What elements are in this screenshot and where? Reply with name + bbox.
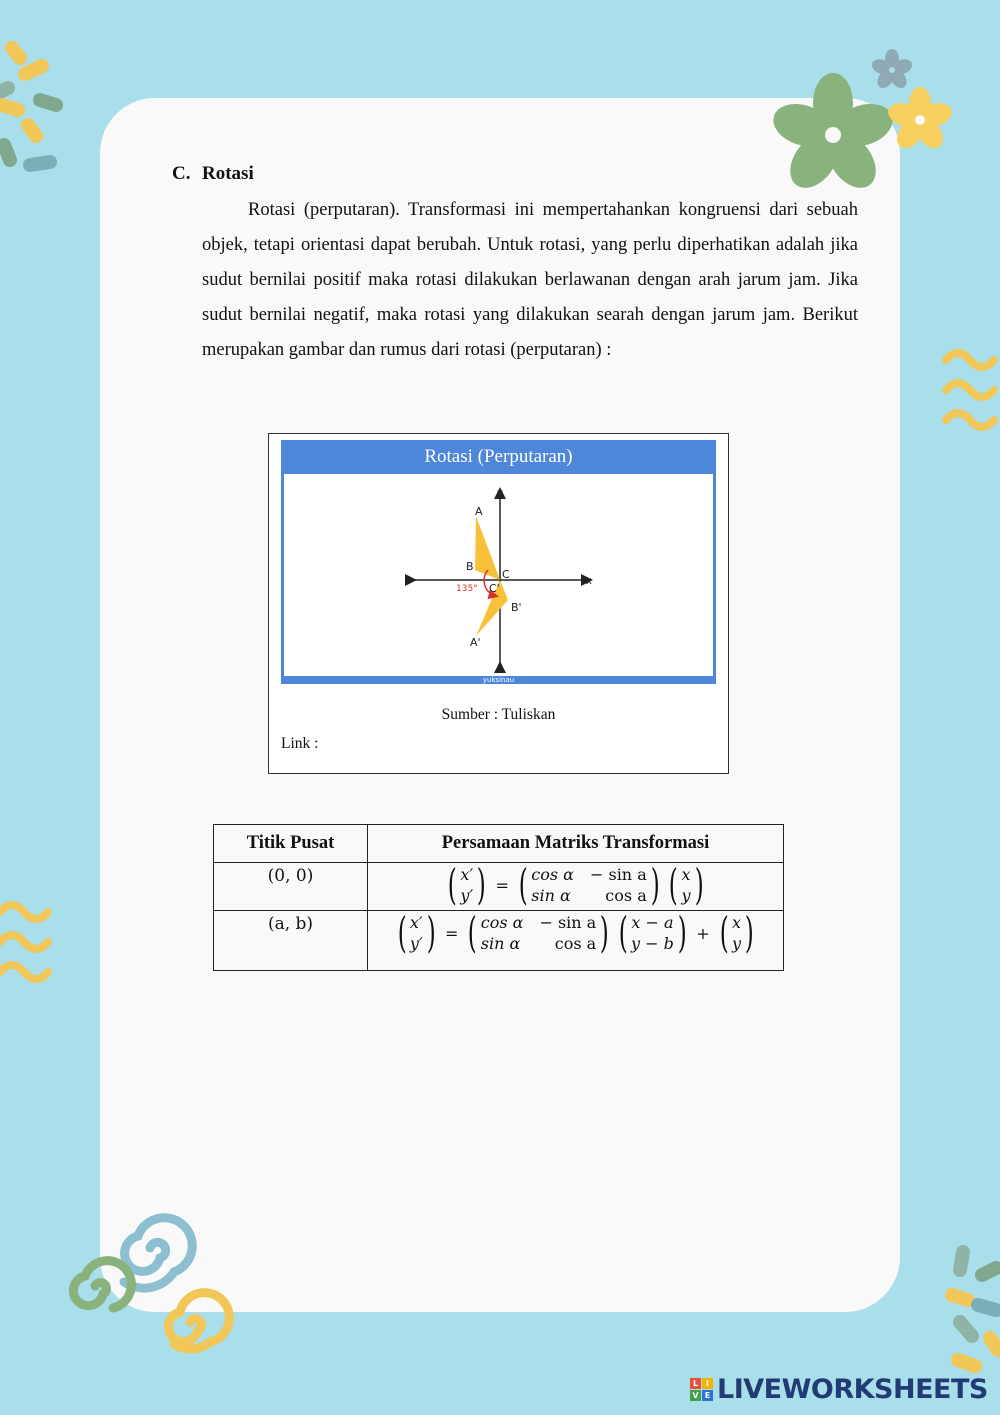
brand-name: LIVEWORKSHEETS bbox=[717, 1374, 988, 1405]
table-header-row bbox=[214, 825, 784, 863]
confetti-bottom-right bbox=[952, 1252, 998, 1366]
rotation-figure bbox=[281, 440, 716, 684]
label-y: y bbox=[497, 488, 503, 499]
label-angle: 135° bbox=[456, 584, 478, 594]
figure-box bbox=[268, 433, 729, 774]
matrix-equation-point: ( x′ y′ ) = ( cos α − sin a sin α cos a ) ( x − a y − b ) + ( x y ) bbox=[397, 908, 754, 957]
label-b-prime: B' bbox=[511, 601, 522, 614]
section-heading bbox=[172, 163, 254, 185]
cell-center bbox=[214, 863, 368, 911]
flower-blue-icon bbox=[870, 49, 914, 91]
figure-source: Sumber : Tuliskan bbox=[441, 706, 556, 723]
matrix-equation-origin: ( x′ y′ ) = ( cos α − sin a sin α cos a ) ( x y ) bbox=[447, 860, 704, 909]
confetti-top-left bbox=[0, 48, 56, 165]
table-row bbox=[214, 863, 784, 911]
label-a: A bbox=[475, 505, 483, 518]
table-row bbox=[214, 911, 784, 971]
logo-letter: I bbox=[702, 1378, 713, 1389]
transformation-table bbox=[213, 824, 784, 971]
section-paragraph bbox=[202, 193, 858, 368]
label-c: C bbox=[502, 568, 510, 581]
logo-letter: V bbox=[690, 1390, 701, 1401]
label-b: B bbox=[466, 560, 474, 573]
flower-yellow-icon bbox=[885, 87, 955, 153]
liveworksheets-logo-icon bbox=[690, 1378, 713, 1401]
cell-matrix bbox=[368, 860, 784, 911]
figure-canvas bbox=[284, 474, 713, 676]
section-title: Rotasi bbox=[202, 163, 254, 184]
section-number: C. bbox=[172, 163, 191, 184]
label-x: x bbox=[586, 576, 592, 587]
label-a-prime: A' bbox=[470, 636, 481, 649]
liveworksheets-brand[interactable] bbox=[690, 1374, 988, 1405]
paragraph-text: Rotasi (perputaran). Transformasi ini mempertahankan kongruensi dari sebuah objek, tetapi orientasi dapat berubah. Untuk rotasi, yang perlu diperhatikan adalah jika sudut bernilai positif maka rotasi dilakukan berlawanan dengan arah jarum jam. Jika sudut bernilai negatif, maka rotasi yang dilakukan searah dengan jarum jam. Berikut merupakan gambar dan rumus dari rotasi (perputaran) : bbox=[202, 200, 858, 360]
rotation-diagram bbox=[284, 474, 713, 676]
flower-green-icon bbox=[768, 73, 898, 197]
spiral-yellow-icon bbox=[168, 1293, 229, 1349]
squiggle-left-icon bbox=[0, 905, 48, 979]
cell-matrix bbox=[368, 908, 784, 971]
logo-letter: E bbox=[702, 1390, 713, 1401]
center-value: (0, 0) bbox=[267, 866, 314, 886]
center-value: (a, b) bbox=[267, 914, 314, 934]
logo-letter: L bbox=[690, 1378, 701, 1389]
header-matrix: Persamaan Matriks Transformasi bbox=[368, 825, 784, 863]
figure-title: Rotasi (Perputaran) bbox=[424, 446, 573, 467]
header-center: Titik Pusat bbox=[214, 825, 368, 863]
cell-center bbox=[214, 911, 368, 971]
label-c-prime: C' bbox=[489, 582, 500, 595]
figure-watermark: yuksinau bbox=[482, 676, 515, 684]
squiggle-right-icon bbox=[946, 353, 994, 427]
figure-link: Link : bbox=[281, 735, 319, 752]
